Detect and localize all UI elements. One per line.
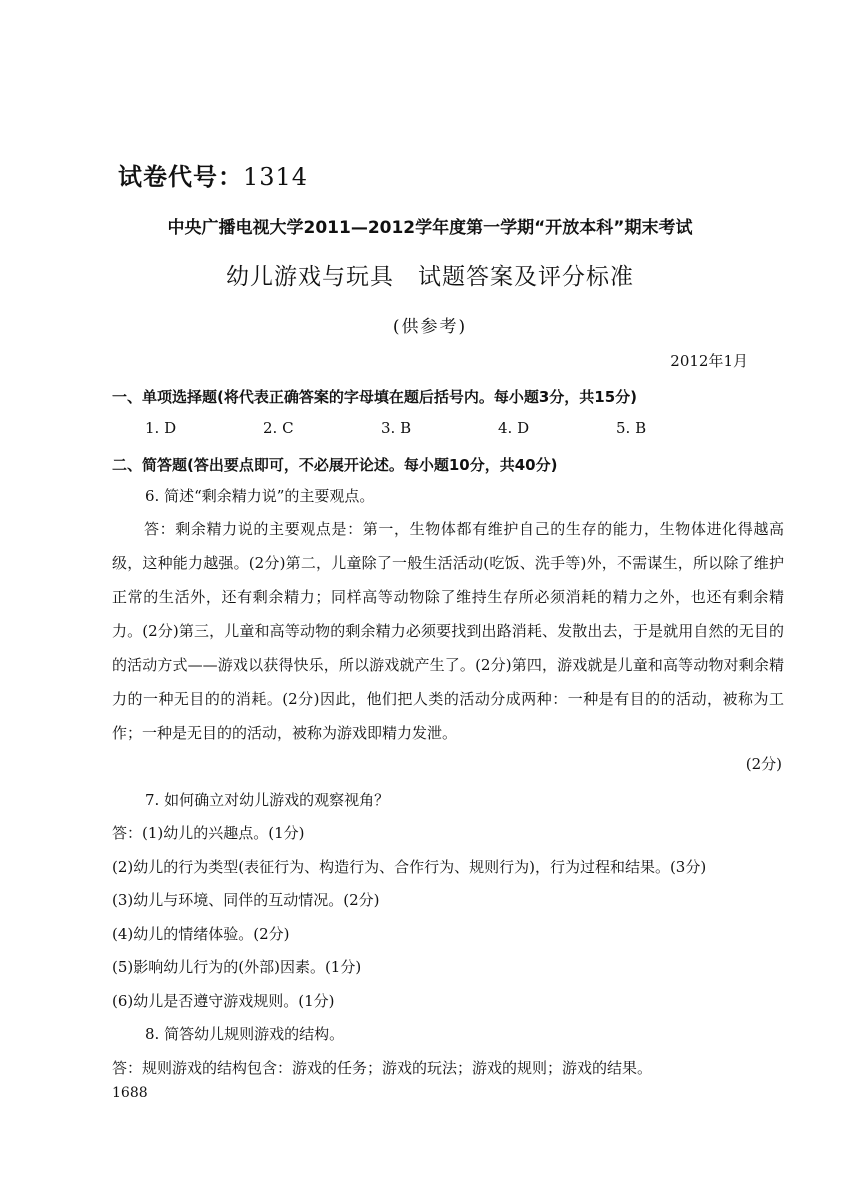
answer-3: 3. B: [381, 419, 412, 437]
exam-code-label: 试卷代号：: [118, 163, 243, 191]
reference-note: (供参考): [392, 317, 468, 337]
answer-2: 2. C: [263, 419, 294, 437]
answer-6-final-score: (2分): [745, 755, 782, 773]
section1-heading: 一、单项选择题(将代表正确答案的字母填在题后括号内。每小题3分，共15分): [112, 388, 638, 406]
answer-8: 答：规则游戏的结构包含：游戏的任务；游戏的玩法；游戏的规则；游戏的结果。: [112, 1059, 653, 1077]
question-7: 7. 如何确立对幼儿游戏的观察视角？: [145, 791, 390, 809]
answer-7-item-1: 答：(1)幼儿的兴趣点。(1分): [112, 824, 305, 842]
exam-date: 2012年1月: [670, 352, 748, 370]
answer-7-item-6: (6)幼儿是否遵守游戏规则。(1分): [112, 992, 335, 1010]
exam-header-title: 中央广播电视大学2011—2012学年度第一学期“开放本科”期末考试: [167, 218, 693, 238]
answer-7-item-3: (3)幼儿与环境、同伴的互动情况。(2分): [112, 891, 380, 909]
exam-code-number: 1314: [243, 163, 309, 191]
section2-heading: 二、简答题(答出要点即可，不必展开论述。每小题10分，共40分): [112, 456, 558, 474]
answer-4: 4. D: [498, 419, 530, 437]
question-6: 6. 简述“剩余精力说”的主要观点。: [145, 487, 375, 505]
answer-6: 答：剩余精力说的主要观点是：第一，生物体都有维护自己的生存的能力，生物体进化得越高级，这种能力越强。(2分)第二，儿童除了一般生活活动(吃饭、洗手等)外，不需谋生，所以除了维护正常的生活外，还有剩余精力；同样高等动物除了维持生存所必须消耗的精力之外，也还有剩余精力。(2分)第三，儿童和高等动物的剩余精力必须要找到出路消耗、发散出去，于是就用自然的无目的的活动方式——游戏以获得快乐，所以游戏就产生了。(2分)第四，游戏就是儿童和高等动物对剩余精力的一种无目的的消耗。(2分)因此，他们把人类的活动分成两种：一种是有目的的活动，被称为工作；一种是无目的的活动，被称为游戏即精力发泄。: [112, 520, 784, 742]
exam-code: [118, 157, 308, 192]
answer-7-item-5: (5)影响幼儿行为的(外部)因素。(1分): [112, 958, 362, 976]
answer-1: 1. D: [145, 419, 177, 437]
course-title: 幼儿游戏与玩具 试题答案及评分标准: [226, 264, 634, 290]
question-8: 8. 简答幼儿规则游戏的结构。: [145, 1025, 345, 1043]
answer-7-item-2: (2)幼儿的行为类型(表征行为、构造行为、合作行为、规则行为)，行为过程和结果。(3分): [112, 858, 707, 876]
answer-5: 5. B: [616, 419, 647, 437]
answer-7-item-4: (4)幼儿的情绪体验。(2分): [112, 925, 290, 943]
page-number: 1688: [112, 1085, 148, 1101]
